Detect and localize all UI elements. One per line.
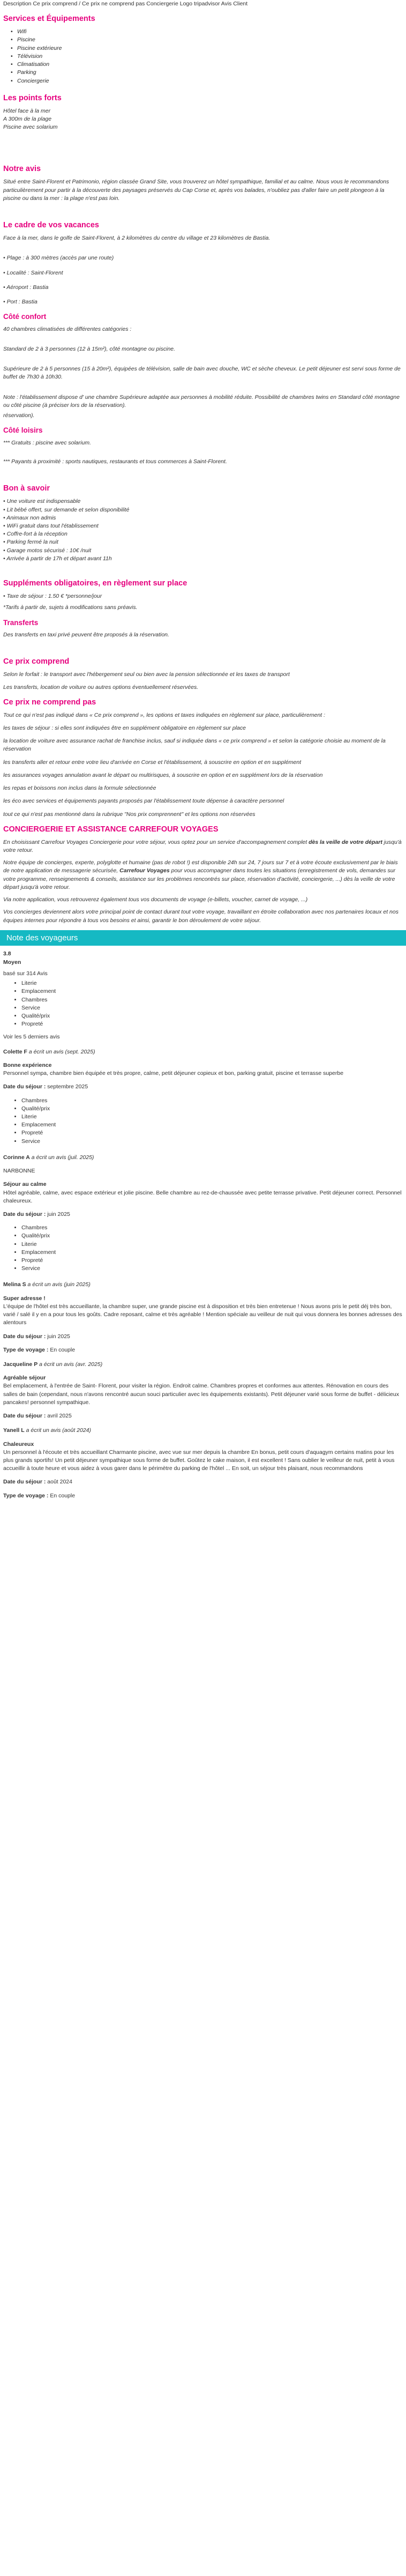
review-text: Personnel sympa, chambre bien équipée et très propre, calme, petit déjeuner copieux et bon, parking gratuit, piscine et terrasse superbe bbox=[3, 1070, 344, 1077]
review-author-meta: a écrit un avis (juin 2025) bbox=[26, 1281, 91, 1288]
criteria-list bbox=[3, 979, 403, 1028]
savoir-item: • Animaux non admis bbox=[3, 514, 56, 521]
review-text: Hôtel agréable, calme, avec espace extérieur et jolie piscine. Belle chambre au rez-de-chaussée avec petite terrasse privative. Petit déjeuner correct. Personnel chaleureux. bbox=[3, 1189, 402, 1204]
conciergerie-p3: Via notre application, vous retrouverez également tous vos documents de voyage (e-billets, voucher, carnet de voyage, ...) bbox=[3, 896, 308, 903]
criteria-item: • Emplacement bbox=[21, 988, 403, 996]
cadre-item: • Localité : Saint-Florent bbox=[3, 269, 63, 276]
conciergerie-p2-c: pour vous accompagner dans toutes les situations (enregistrement de vols, demandes sur votre programme, renseignements & conseils, assistance sur les problèmes rencontrés sur place, réservation d'activité, conciergerie, ...) dès la veille de votre départ jusqu'à votre retour. bbox=[3, 867, 396, 890]
point-fort-line: A 300m de la plage bbox=[3, 116, 52, 122]
service-item: • Télévision bbox=[17, 53, 403, 61]
review-trip-type-label: Type de voyage : bbox=[3, 1346, 49, 1353]
services-title: Services et Équipements bbox=[3, 14, 95, 24]
loisirs-title: Côté loisirs bbox=[3, 426, 43, 435]
review-author bbox=[3, 1154, 403, 1162]
supplements-note: *Tarifs à partir de, sujets à modifications sans préavis. bbox=[3, 604, 138, 611]
savoir-item: • Lit bébé offert, sur demande et selon disponibilité bbox=[3, 506, 130, 513]
review-criteria-item: • Propreté bbox=[21, 1257, 403, 1265]
ne-comprend-line: les assurances voyages annulation avant le départ ou multirisques, à souscrire en option et en supplément lors de la réservation bbox=[3, 771, 323, 778]
confort-p5: réservation). bbox=[3, 412, 35, 419]
review-item bbox=[3, 1281, 403, 1354]
review-author bbox=[3, 1048, 403, 1056]
review-author-name: Melina S bbox=[3, 1281, 26, 1288]
review-date-value: avril 2025 bbox=[46, 1413, 72, 1420]
review-trip-type-value: En couple bbox=[48, 1492, 76, 1499]
review-score-label: Moyen bbox=[3, 959, 21, 966]
review-criteria-item: • Service bbox=[21, 1265, 403, 1273]
review-criteria-item: • Propreté bbox=[21, 1129, 403, 1137]
review-criteria-list bbox=[3, 1097, 403, 1146]
conciergerie-p2-a: Notre équipe de concierges, experte, polyglotte et humaine (pas de robot !) est disponible 24h sur 24, 7 jours sur 7 et à votre écoute exclusivement par le biais de notre application de messagerie sécurisée, bbox=[3, 859, 398, 874]
review-date-label: Date du séjour : bbox=[3, 1413, 46, 1420]
review-date-value: août 2024 bbox=[46, 1479, 72, 1486]
savoir-item: • Parking fermé la nuit bbox=[3, 539, 58, 546]
review-criteria-item: • Chambres bbox=[21, 1097, 403, 1105]
supplements-title: Suppléments obligatoires, en règlement sur place bbox=[3, 579, 187, 588]
review-author bbox=[3, 1361, 403, 1369]
ne-comprend-line: les repas et boissons non inclus dans la formule sélectionnée bbox=[3, 785, 156, 792]
cadre-intro: Face à la mer, dans le golfe de Saint-Florent, à 2 kilomètres du centre du village et 23 kilomètres de Bastia. bbox=[3, 235, 270, 242]
conciergerie-p1-c: jusqu'à votre retour. bbox=[3, 838, 402, 853]
review-criteria-item: • Literie bbox=[21, 1241, 403, 1249]
conciergerie-p2-bold: Carrefour Voyages bbox=[119, 867, 170, 874]
cadre-item: • Plage : à 300 mètres (accès par une route) bbox=[3, 255, 114, 262]
review-date-label: Date du séjour : bbox=[3, 1479, 46, 1486]
service-item: • Wifi bbox=[17, 28, 403, 36]
conciergerie-p2 bbox=[3, 859, 403, 892]
ne-comprend-line: les éco avec services et équipements payants proposés par l'établissement toute dépense à caractère personnel bbox=[3, 798, 284, 805]
cadre-item: • Aéroport : Bastia bbox=[3, 284, 49, 291]
review-title: Super adresse ! bbox=[3, 1295, 46, 1302]
review-criteria-item: • Service bbox=[21, 1138, 403, 1146]
ne-comprend-line: tout ce qui n'est pas mentionné dans la rubrique "Nos prix comprennent" et les options non réservées bbox=[3, 811, 255, 818]
point-fort-line: Piscine avec solarium bbox=[3, 124, 58, 131]
criteria-item: • Qualité/prix bbox=[21, 1012, 403, 1020]
criteria-item: • Service bbox=[21, 1004, 403, 1012]
conciergerie-p4: Vos concierges deviennent alors votre principal point de contact durant tout votre voyage, travaillant en étroite collaboration avec nos partenaires locaux et nos équipes internes pour répondre à tous vos besoins et ainsi, garantir le bon déroulement de votre séjour. bbox=[3, 909, 399, 924]
savoir-item: • Une voiture est indispensable bbox=[3, 498, 81, 505]
comprend-text: Selon le forfait : le transport avec l'hébergement seul ou bien avec la pension sélectionnée et les taxes de transport bbox=[3, 671, 290, 678]
service-item: • Piscine extérieure bbox=[17, 44, 403, 53]
review-criteria-item: • Emplacement bbox=[21, 1121, 403, 1129]
review-item bbox=[3, 1048, 403, 1146]
reviews-section bbox=[3, 950, 403, 1499]
review-title: Bonne expérience bbox=[3, 1061, 52, 1068]
criteria-item: • Literie bbox=[21, 979, 403, 988]
ne-comprend-line: Tout ce qui n'est pas indiqué dans « Ce prix comprend », les options et taxes indiquées en règlement sur place, particulièrement : bbox=[3, 711, 326, 718]
review-criteria-item: • Qualité/prix bbox=[21, 1232, 403, 1240]
review-author-meta: a écrit un avis (sept. 2025) bbox=[27, 1048, 95, 1055]
review-date-label: Date du séjour : bbox=[3, 1083, 46, 1090]
review-trip-type-value: En couple bbox=[48, 1346, 76, 1353]
review-criteria-item: • Qualité/prix bbox=[21, 1105, 403, 1113]
review-criteria-item: • Emplacement bbox=[21, 1249, 403, 1257]
avis-text: Situé entre Saint-Florent et Patrimonio, région classée Grand Site, vous trouverez un hôtel sympathique, familial et au calme. Nous vous le recommandons particulièrement pour partir à la découverte des paysages préservés du Cap Corse et, après vos balades, n'oubliez pas d'aller faire un petit plongeon à la piscine ou dans la mer : la plage n'est pas loin. bbox=[3, 179, 389, 202]
review-text: L'équipe de l'hôtel est très accueillante, la chambre super, une grande piscine est à disposition et très bien entretenue ! Nous avons pris le petit déj très bon, varié / salé il y en a pour tous les goûts. Cadre reposant, calme et très agréable ! Mention spéciale au veilleur de nuit qui vous donnera les bonnes adresses des alentours bbox=[3, 1303, 402, 1326]
cadre-item: • Port : Bastia bbox=[3, 299, 37, 305]
review-date-value: juin 2025 bbox=[46, 1333, 70, 1340]
review-author bbox=[3, 1427, 403, 1435]
review-item bbox=[3, 1361, 403, 1420]
review-item bbox=[3, 1427, 403, 1500]
review-text: Bel emplacement, à l'entrée de Saint- Florent, pour visiter la région. Endroit calme. Chambres propres et conformes aux attentes. Rénovation en cours des salles de bain (cependant, nous n'avons rencontré aucun souci particulier avec les équipements existants). Petit déjeuner varié sous forme de buffet - délicieux pancakes! personnel sympathique. bbox=[3, 1383, 399, 1406]
review-date-value: septembre 2025 bbox=[46, 1083, 88, 1090]
see-last-reviews-link[interactable]: Voir les 5 derniers avis bbox=[3, 1034, 60, 1041]
review-author-meta: a écrit un avis (avr. 2025) bbox=[37, 1361, 103, 1368]
review-author-meta: a écrit un avis (juil. 2025) bbox=[29, 1154, 94, 1161]
conciergerie-p1 bbox=[3, 838, 403, 855]
confort-title: Côté confort bbox=[3, 313, 47, 321]
review-title: NARBONNE bbox=[3, 1168, 35, 1175]
review-author-name: Yanell L bbox=[3, 1427, 25, 1434]
review-author-name: Corinne A bbox=[3, 1154, 30, 1161]
points-forts-title: Les points forts bbox=[3, 93, 62, 102]
review-subtitle: Séjour au calme bbox=[3, 1181, 47, 1188]
review-date-value: juin 2025 bbox=[46, 1211, 70, 1218]
review-author-meta: a écrit un avis (août 2024) bbox=[24, 1427, 92, 1434]
review-item bbox=[3, 1154, 403, 1273]
savoir-item: • Arrivée à partir de 17h et départ avant 11h bbox=[3, 555, 112, 562]
service-item: • Piscine bbox=[17, 36, 403, 44]
top-nav-text: Description Ce prix comprend / Ce prix ne comprend pas Conciergerie Logo tripadvisor Avis Client bbox=[3, 1, 248, 7]
confort-p3: Supérieure de 2 à 5 personnes (15 à 20m²), équipées de télévision, salle de bain avec douche, WC et sèche cheveux. Le petit déjeuner est servi sous forme de buffet de 7h30 à 10h30. bbox=[3, 366, 401, 381]
review-score: 3.8 bbox=[3, 951, 11, 957]
review-author-name: Colette F bbox=[3, 1048, 27, 1055]
comprend-title: Ce prix comprend bbox=[3, 657, 70, 666]
review-trip-type bbox=[3, 1346, 403, 1354]
savoir-title: Bon à savoir bbox=[3, 484, 50, 493]
ne-comprend-line: les transferts aller et retour entre votre lieu d'arrivée en Corse et l'établissement, à souscrire en option et en supplément bbox=[3, 759, 302, 766]
review-date bbox=[3, 1083, 403, 1091]
conciergerie-p1-bold: dès la veille de votre départ bbox=[309, 838, 382, 845]
supplements-line: • Taxe de séjour : 1.50 € *personne/jour bbox=[3, 593, 102, 600]
review-date bbox=[3, 1211, 403, 1219]
cadre-title: Le cadre de vos vacances bbox=[3, 221, 99, 230]
review-criteria-list bbox=[3, 1224, 403, 1273]
loisirs-p1: *** Gratuits : piscine avec solarium. bbox=[3, 439, 91, 446]
confort-p4: Note : l'établissement dispose d' une chambre Supérieure adaptée aux personnes à mobilité réduite. Possibilité de chambres twins en Standard côté montagne ou côté piscine (à préciser lors de la réservation). bbox=[3, 394, 400, 409]
service-item: • Conciergerie bbox=[17, 77, 403, 85]
review-date bbox=[3, 1412, 403, 1420]
confort-p1: 40 chambres climatisées de différentes catégories : bbox=[3, 325, 132, 332]
avis-title: Notre avis bbox=[3, 165, 41, 174]
savoir-item: • Garage motos sécurisé : 10€ /nuit bbox=[3, 547, 92, 554]
service-item: • Climatisation bbox=[17, 61, 403, 69]
review-date bbox=[3, 1333, 403, 1341]
transferts-title: Transferts bbox=[3, 618, 39, 627]
confort-p2: Standard de 2 à 3 personnes (12 à 15m²), côté montagne ou piscine. bbox=[3, 346, 176, 352]
criteria-item: • Propreté bbox=[21, 1020, 403, 1028]
review-criteria-item: • Literie bbox=[21, 1113, 403, 1121]
review-date bbox=[3, 1478, 403, 1486]
review-trip-type-label: Type de voyage : bbox=[3, 1492, 49, 1499]
comprend-text2: Les transferts, location de voiture ou autres options éventuellement réservées. bbox=[3, 684, 199, 691]
conciergerie-title: CONCIERGERIE ET ASSISTANCE CARREFOUR VOYAGES bbox=[3, 825, 219, 834]
ne-comprend-title: Ce prix ne comprend pas bbox=[3, 697, 96, 707]
ne-comprend-line: la location de voiture avec assurance rachat de franchise inclus, sauf si indiquée dans « ce prix comprend » et selon la catégorie choisie au moment de la réservation bbox=[3, 738, 386, 753]
transferts-text: Des transferts en taxi privé peuvent être proposés à la réservation. bbox=[3, 632, 169, 639]
review-title: Agréable séjour bbox=[3, 1375, 46, 1382]
review-author bbox=[3, 1281, 403, 1289]
review-trip-type bbox=[3, 1492, 403, 1500]
services-list bbox=[3, 28, 403, 85]
ne-comprend-line: les taxes de séjour : si elles sont indiquées être en supplément obligatoire en règlement sur place bbox=[3, 725, 246, 731]
reviews-banner: Note des voyageurs bbox=[0, 930, 406, 946]
review-author-name: Jacqueline P bbox=[3, 1361, 38, 1368]
review-criteria-item: • Chambres bbox=[21, 1224, 403, 1232]
point-fort-line: Hôtel face à la mer bbox=[3, 107, 51, 114]
loisirs-p2: *** Payants à proximité : sports nautiques, restaurants et tous commerces à Saint-Florent. bbox=[3, 458, 227, 465]
savoir-item: • WiFi gratuit dans tout l'établissement bbox=[3, 522, 99, 529]
review-date-label: Date du séjour : bbox=[3, 1211, 46, 1218]
review-text: Un personnel à l'écoute et très accueillant Charmante piscine, avec vue sur mer depuis la chambre En bonus, petit cours d'aquagym certains matins pour les plus grands sportifs! Un petit déjeuner sympathique sous forme de buffet. Goûtez le cake maison, il est excellent ! Sans oublier le veilleur de nuit, petit à vous accueillir à toute heure et vous aidez à vous garer dans le périmètre du parking de l'hôtel ... En soit, un séjour très plaisant, nous recommandons bbox=[3, 1449, 395, 1472]
reviews-count: basé sur 314 Avis bbox=[3, 970, 48, 977]
conciergerie-p1-a: En choisissant Carrefour Voyages Conciergerie pour votre séjour, vous optez pour un service d'accompagnement complet bbox=[3, 838, 309, 845]
review-date-label: Date du séjour : bbox=[3, 1333, 46, 1340]
criteria-item: • Chambres bbox=[21, 996, 403, 1004]
savoir-item: • Coffre-fort à la réception bbox=[3, 531, 67, 538]
review-title: Chaleureux bbox=[3, 1441, 34, 1447]
service-item: • Parking bbox=[17, 69, 403, 77]
